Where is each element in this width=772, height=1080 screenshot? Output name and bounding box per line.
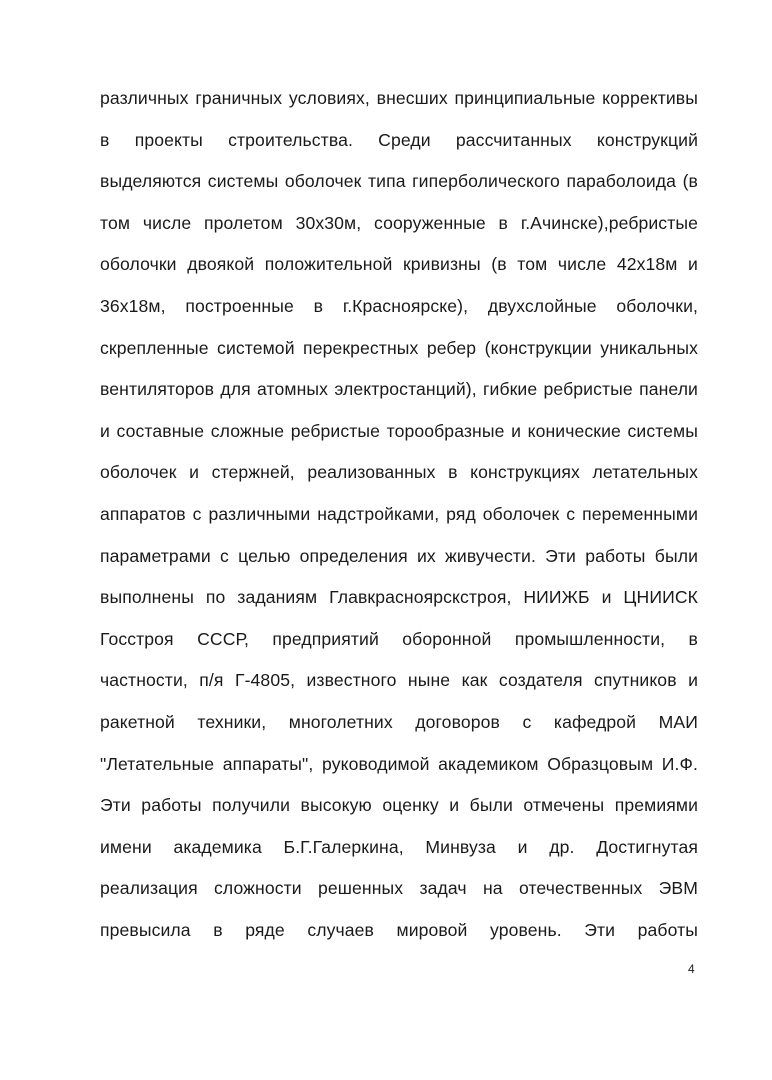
- text-line: Госстроя СССР, предприятий оборонной промышленности, в: [100, 628, 698, 649]
- text-line: выделяются системы оболочек типа гиперболического параболоида (в: [100, 171, 698, 192]
- text-line: в проекты строительства. Среди рассчитанных конструкций: [100, 129, 698, 150]
- text-line: имени академика Б.Г.Галеркина, Минвуза и др. Достигнутая: [100, 836, 698, 857]
- body-text: [100, 78, 698, 951]
- text-line: "Летательные аппараты", руководимой академиком Образцовым И.Ф.: [100, 753, 698, 774]
- text-line: оболочек и стержней, реализованных в конструкциях летательных: [100, 462, 698, 483]
- text-line: оболочки двоякой положительной кривизны (в том числе 42х18м и: [100, 254, 698, 275]
- text-line: ракетной техники, многолетних договоров с кафедрой МАИ: [100, 711, 698, 732]
- text-line: и составные сложные ребристые торообразные и конические системы: [100, 420, 698, 441]
- text-line: вентиляторов для атомных электростанций), гибкие ребристые панели: [100, 379, 698, 400]
- page-number: 4: [688, 962, 695, 976]
- text-line: аппаратов с различными надстройками, ряд оболочек с переменными: [100, 503, 698, 524]
- text-line: превысила в ряде случаев мировой уровень. Эти работы: [100, 919, 698, 940]
- text-line: реализация сложности решенных задач на отечественных ЭВМ: [100, 878, 698, 899]
- text-line: параметрами с целью определения их живучести. Эти работы были: [100, 545, 698, 566]
- text-line: выполнены по заданиям Главкрасноярскстроя, НИИЖБ и ЦНИИСК: [100, 587, 698, 608]
- text-line: том числе пролетом 30х30м, сооруженные в г.Ачинске),ребристые: [100, 212, 698, 233]
- text-line: 36х18м, построенные в г.Красноярске), двухслойные оболочки,: [100, 295, 698, 316]
- text-line: скрепленные системой перекрестных ребер (конструкции уникальных: [100, 337, 698, 358]
- text-line: частности, п/я Г-4805, известного ныне как создателя спутников и: [100, 670, 698, 691]
- text-line: Эти работы получили высокую оценку и были отмечены премиями: [100, 795, 698, 816]
- text-line: различных граничных условиях, внесших принципиальные коррективы: [100, 88, 698, 108]
